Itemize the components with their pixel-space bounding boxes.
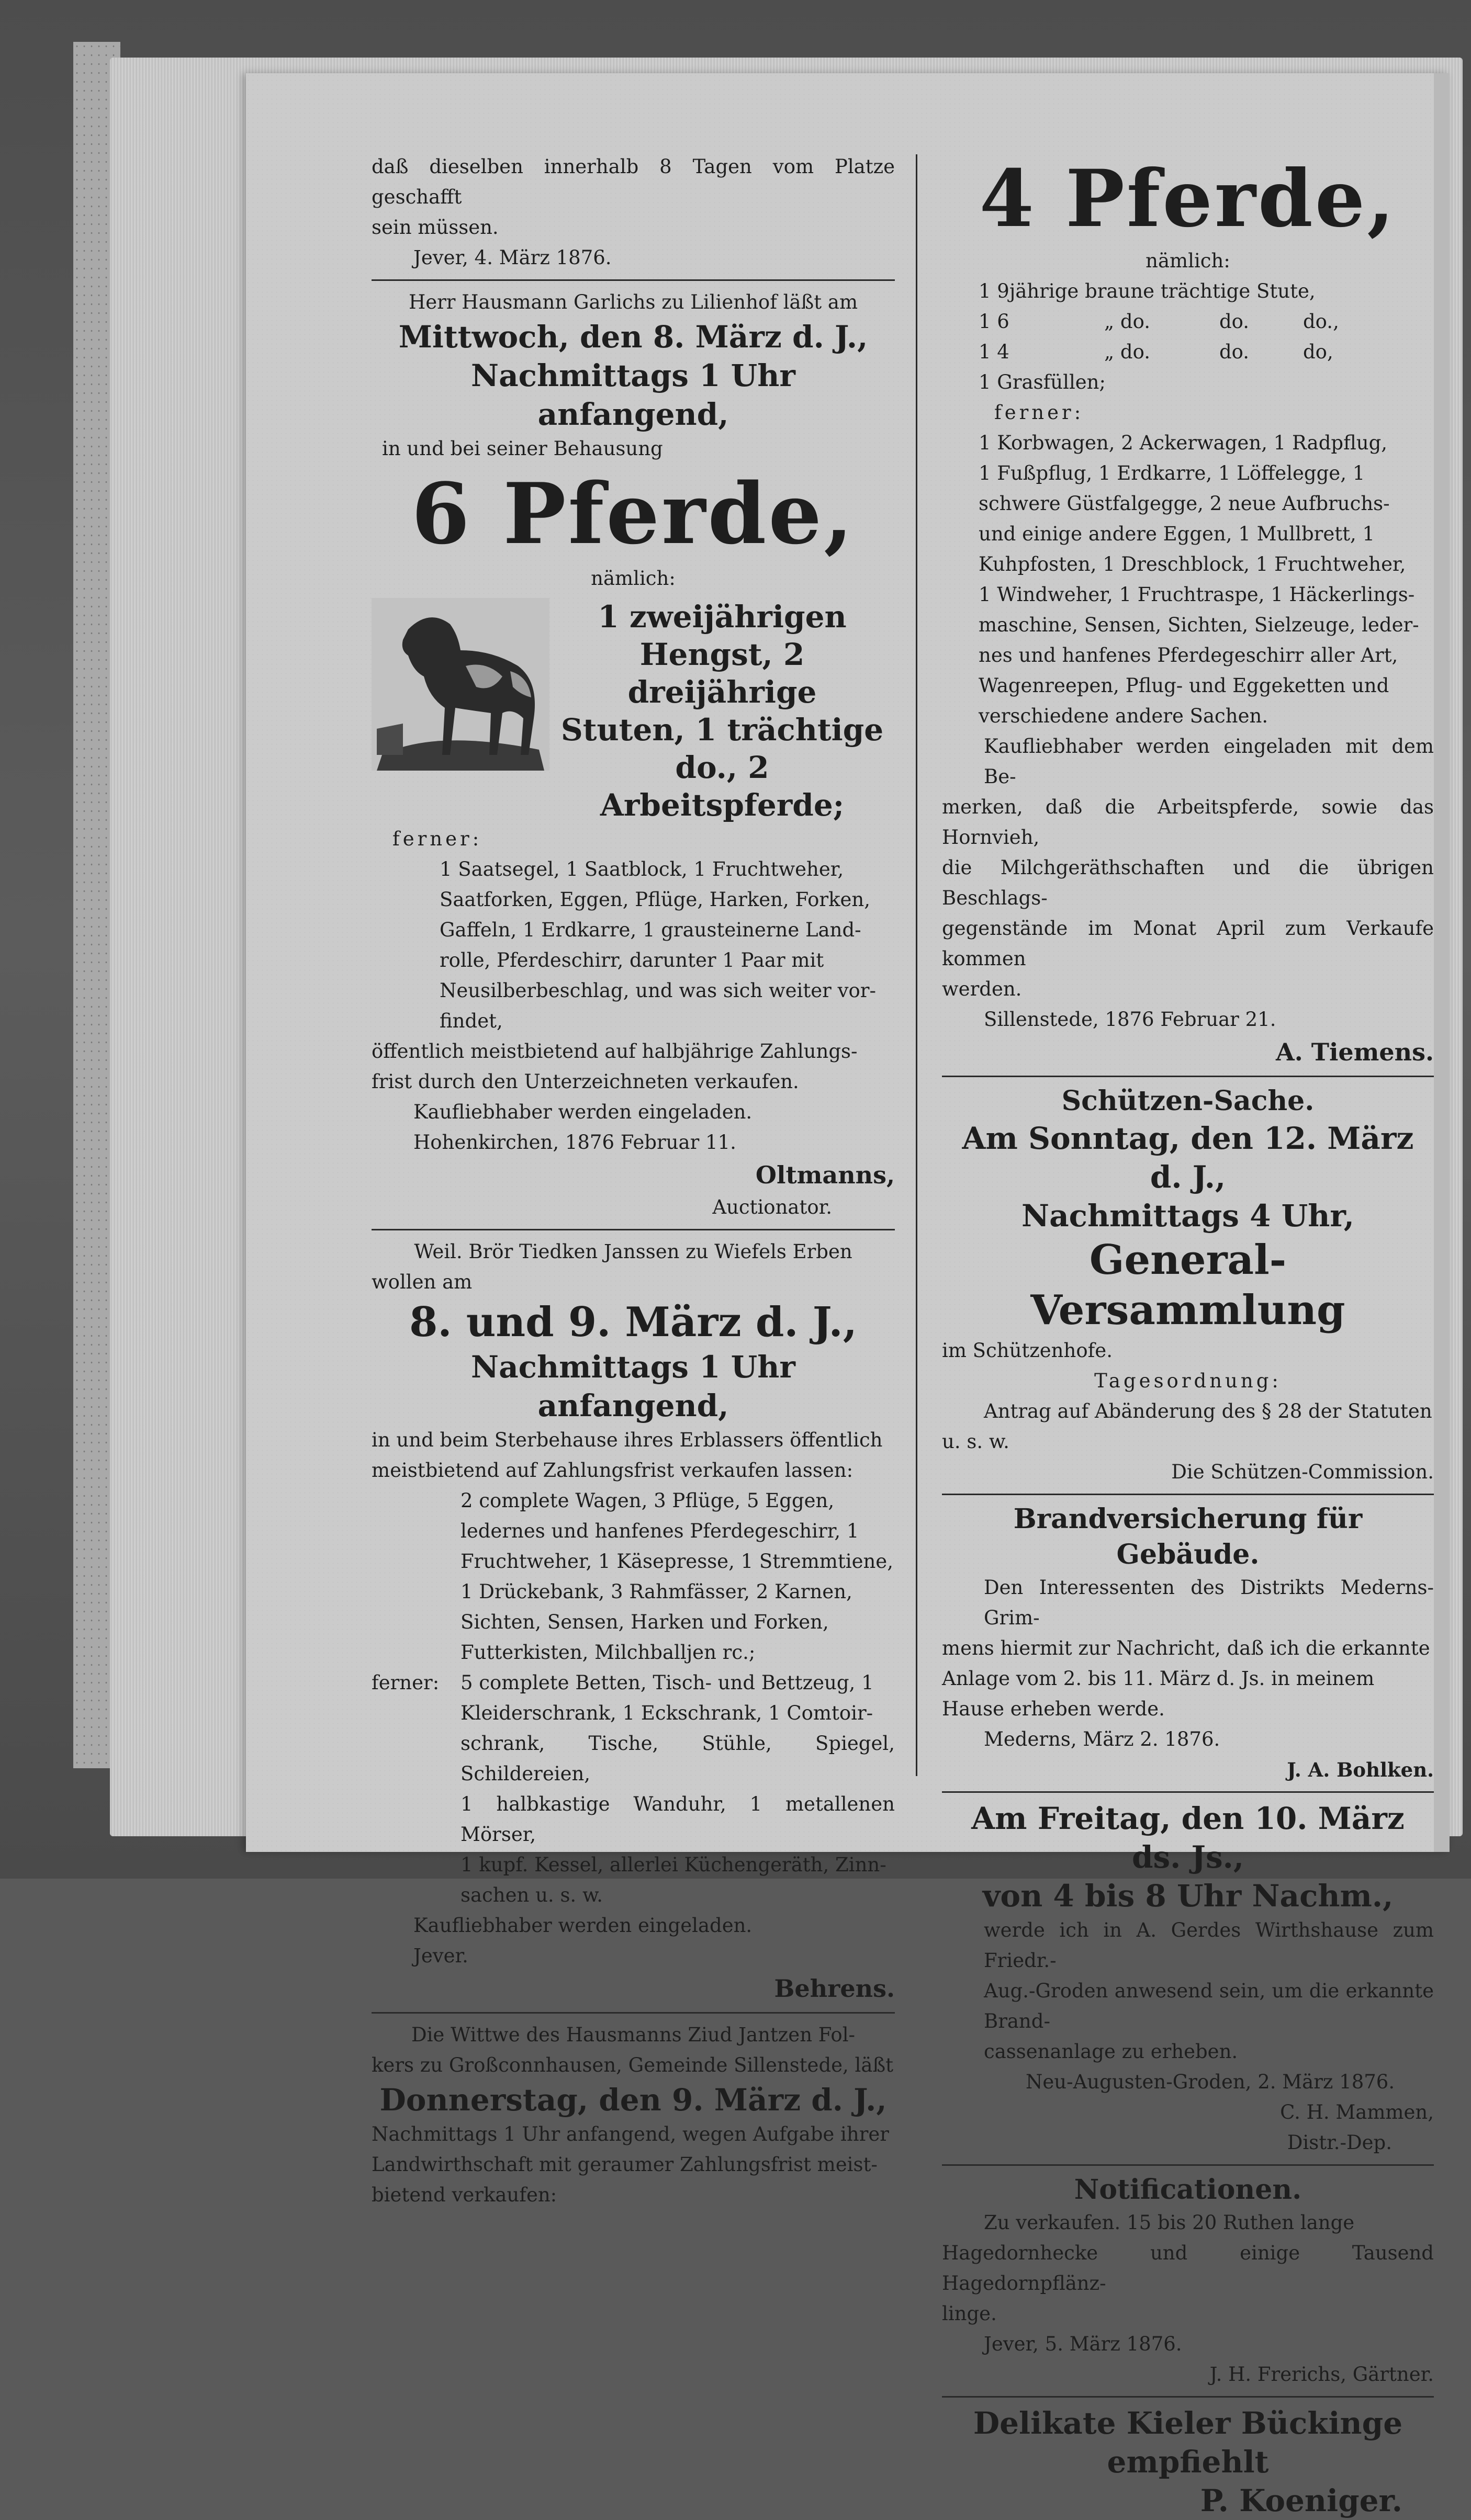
item-line: 1 halbkastige Wanduhr, 1 metallenen Mörser, [461,1793,895,1846]
item-line: Futterkisten, Milchballjen rc.; [461,1641,756,1664]
ad-headline: 6 Pferde, [411,465,855,563]
body-line: Zu verkaufen. 15 bis 20 Ruthen lange [984,2211,1355,2234]
item-line: 1 Korbwagen, 2 Ackerwagen, 1 Radpflug, [979,432,1388,454]
item-line: Kleiderschrank, 1 Eckschrank, 1 Comtoir- [461,1702,873,1724]
ad-brandcasse [942,1799,1434,2158]
place-date: Neu-Augusten-Groden, 2. März 1876. [1026,2071,1395,2093]
namely-label: nämlich: [1146,250,1230,272]
item-line: schwere Güstfalgegge, 2 neue Aufbruchs- [979,492,1390,515]
place-date: Sillenstede, 1876 Februar 21. [984,1008,1276,1031]
item-line: 1 Drückebank, 3 Rahmfässer, 2 Karnen, [461,1580,852,1603]
horse-list [549,598,895,824]
terms-line: öffentlich meistbietend auf halbjährige Zahlungs- [372,1040,858,1063]
ad-notificationen [942,2172,1434,2390]
ferner-label: ferner: [994,401,1084,424]
horse-line: 1 zweijährigen [598,599,847,635]
ad-janssen-auction [372,1237,895,2006]
table-cell: do. [1219,310,1250,333]
ad-intro: wollen am [372,1271,473,1293]
note-line: werden. [942,978,1022,1000]
horse-line: Stuten, 1 trächtige [560,712,884,748]
right-column [942,152,1434,2520]
signer: Oltmanns, [755,1161,895,1189]
place-date: Hohenkirchen, 1876 Februar 11. [413,1131,736,1154]
body-line: mens hiermit zur Nachricht, daß ich die erkannte [942,1637,1430,1659]
agenda-item: u. s. w. [942,1430,1009,1453]
place-date: Jever, 5. März 1876. [984,2333,1182,2355]
horse-row [942,307,1434,337]
body-line: Den Interessenten des Distrikts Mederns-Grim- [984,1576,1434,1629]
text-line: daß dieselben innerhalb 8 Tagen vom Platze geschafft [372,155,895,208]
where-line: meistbietend auf Zahlungsfrist verkaufen lassen: [372,1459,854,1482]
body-line: cassenanlage zu erheben. [984,2040,1238,2063]
ad-intro: Die Wittwe des Hausmanns Ziud Jantzen Fol- [411,2024,856,2046]
item-line: Fruchtweher, 1 Käsepresse, 1 Stremmtiene, [461,1550,893,1573]
column-divider [916,154,917,1776]
ad-garlichs-horses [372,287,895,1223]
where-line: im Schützenhofe. [942,1339,1113,1362]
ad-separator [942,2164,1434,2166]
item-line: Sichten, Sensen, Harken und Forken, [461,1611,829,1633]
ferner-label: ferner: [372,1671,440,1694]
ad-title: Notificationen. [1074,2174,1302,2206]
ad-line: Delikate Kieler Bückinge empfiehlt [973,2405,1403,2480]
signer-title: Distr.-Dep. [1287,2131,1392,2154]
signer: Die Schützen-Commission. [1171,1461,1434,1483]
item-line: findet, [440,1010,503,1032]
body-line: Anlage vom 2. bis 11. März d. Js. in meinem [942,1667,1375,1690]
text-line: sein müssen. [372,216,499,239]
ad-schuetzen [942,1083,1434,1487]
item-line: 1 kupf. Kessel, allerlei Küchengeräth, Zinn- [461,1854,886,1876]
place-date: Mederns, März 2. 1876. [984,1728,1220,1750]
ferner-label: ferner: [392,828,482,850]
ad-headline: 4 Pferde, [979,153,1397,245]
ad-folkers-widow [372,2020,895,2210]
invite-line: Kaufliebhaber werden eingeladen. [413,1914,753,1937]
item-line: sachen u. s. w. [461,1884,603,1906]
left-column [372,152,895,2210]
ad-koeniger [942,2404,1434,2520]
table-cell: 1 4 [979,341,1009,363]
item-line: 1 Fußpflug, 1 Erdkarre, 1 Löffelegge, 1 [979,462,1365,484]
body-line: Landwirthschaft mit geraumer Zahlungsfrist meist- [372,2153,878,2176]
note-line: die Milchgeräthschaften und die übrigen Beschlags- [942,856,1434,909]
place-line: Jever. [413,1945,468,1967]
ad-date: 8. und 9. März d. J., [409,1298,857,1346]
item-line: Gaffeln, 1 Erdkarre, 1 grausteinerne Land- [440,919,861,941]
table-cell: „ do. [1104,310,1151,333]
ferner-block [372,1668,895,1911]
newspaper-page [246,73,1450,2518]
item-line: 1 Windweher, 1 Fruchtraspe, 1 Häckerlings- [979,583,1415,606]
ad-signer: P. Koeniger. [1200,2483,1402,2518]
item-line: ledernes und hanfenes Pferdegeschirr, 1 [461,1520,859,1542]
item-line: 1 Saatsegel, 1 Saatblock, 1 Fruchtweher, [440,858,844,880]
item-line: Kuhpfosten, 1 Dreschblock, 1 Fruchtweher, [979,553,1406,575]
body-line: linge. [942,2302,997,2325]
ad-location: in und bei seiner Behausung [382,437,663,460]
ad-time: Nachmittags 1 Uhr anfangend, [471,358,795,432]
ad-time: von 4 bis 8 Uhr Nachm., [982,1878,1394,1914]
item-line: rolle, Pferdeschirr, darunter 1 Paar mit [440,949,824,971]
table-cell: do, [1303,341,1333,363]
ad-separator [372,279,895,281]
body-line: Hagedornhecke und einige Tausend Hagedornpflänz- [942,2242,1434,2295]
place-date: Jever, 4. März 1876. [413,246,612,269]
item-line: Neusilberbeschlag, und was sich weiter vor- [440,979,876,1002]
body-line: bietend verkaufen: [372,2184,557,2206]
ad-intro: kers zu Großconnhausen, Gemeinde Sillenstede, läßt [372,2054,894,2076]
item-line: Saatforken, Eggen, Pflüge, Harken, Forken, [440,888,870,911]
ad-title: Schützen-Sache. [1061,1085,1315,1117]
next-page-edge [1434,73,1450,1852]
item-line: maschine, Sensen, Sichten, Sielzeuge, leder- [979,614,1419,636]
signer: J. H. Frerichs, Gärtner. [1209,2363,1434,2386]
item-line: schrank, Tische, Stühle, Spiegel, Schildereien, [461,1732,895,1785]
horse-row [942,337,1434,367]
ad-intro: Weil. Brör Tiedken Janssen zu Wiefels Erben [414,1240,852,1263]
ad-date: Am Freitag, den 10. März ds. Js., [971,1801,1405,1875]
terms-line: frist durch den Unterzeichneten verkaufen. [372,1070,799,1093]
agenda-label: Tagesordnung: [1094,1370,1282,1392]
horse-row: 1 9jährige braune trächtige Stute, [979,280,1316,302]
item-line: verschiedene andere Sachen. [979,705,1268,727]
item-line: Wagenreepen, Pflug- und Eggeketten und [979,674,1389,697]
table-cell: do., [1303,310,1339,333]
signer: C. H. Mammen, [1280,2101,1434,2123]
signer: Behrens. [774,1974,895,2003]
ad-separator [942,2396,1434,2398]
ad-tiemens-horses [942,152,1434,1069]
note-line: gegenstände im Monat April zum Verkaufe kommen [942,917,1434,970]
ad-brandversicherung [942,1501,1434,1785]
invite-line: Kaufliebhaber werden eingeladen. [413,1101,753,1123]
agenda-item: Antrag auf Abänderung des § 28 der Statuten [984,1400,1432,1422]
item-line: und einige andere Eggen, 1 Mullbrett, 1 [979,523,1375,545]
foal-line: 1 Grasfüllen; [979,371,1106,393]
ad-separator [372,2012,895,2014]
note-line: merken, daß die Arbeitspferde, sowie das Hornvieh, [942,796,1434,849]
item-line: nes und hanfenes Pferdegeschirr aller Art, [979,644,1398,666]
signer-title: Auctionator. [712,1196,832,1218]
ad-intro: Herr Hausmann Garlichs zu Lilienhof läßt am [408,291,858,313]
ad-separator [942,1494,1434,1495]
item-line: 5 complete Betten, Tisch- und Bettzeug, 1 [461,1671,874,1694]
namely-label: nämlich: [591,567,676,590]
ad-date: Am Sonntag, den 12. März d. J., [962,1121,1414,1195]
horse-line: do., 2 Arbeitspferde; [600,750,845,823]
body-line: Hause erheben werde. [942,1698,1165,1720]
note-line: Kaufliebhaber werden eingeladen mit dem Be- [984,735,1434,788]
table-cell: do. [1219,341,1250,363]
ferner-items [461,1668,895,1911]
horse-woodcut-icon [372,598,549,771]
ad-time: Nachmittags 1 Uhr anfangend, [471,1349,795,1423]
signer: J. A. Bohlken. [1287,1758,1434,1781]
body-line: Aug.-Groden anwesend sein, um die erkannte Brand- [984,1980,1434,2032]
ad-date: Donnerstag, den 9. März d. J., [379,2082,887,2118]
ad-separator [372,1229,895,1230]
body-line: werde ich in A. Gerdes Wirthshause zum Friedr.- [984,1919,1434,1972]
ad-title: Brandversicherung für Gebäude. [1013,1503,1363,1570]
table-cell: 1 6 [979,310,1009,333]
ad-time: Nachmittags 4 Uhr, [1021,1198,1354,1234]
signer: A. Tiemens. [1276,1038,1434,1066]
item-line: 2 complete Wagen, 3 Pflüge, 5 Eggen, [461,1489,835,1512]
horse-line: Hengst, 2 dreijährige [627,637,817,710]
body-line: Nachmittags 1 Uhr anfangend, wegen Aufgabe ihrer [372,2123,889,2145]
top-notice [372,152,895,273]
where-line: in und beim Sterbehause ihres Erblassers öffentlich [372,1429,883,1451]
ad-separator [942,1791,1434,1793]
ad-separator [942,1076,1434,1077]
ad-headline: General-Versammlung [1030,1236,1345,1334]
table-cell: „ do. [1104,341,1151,363]
horse-block [372,598,895,824]
ad-date: Mittwoch, den 8. März d. J., [398,319,868,355]
